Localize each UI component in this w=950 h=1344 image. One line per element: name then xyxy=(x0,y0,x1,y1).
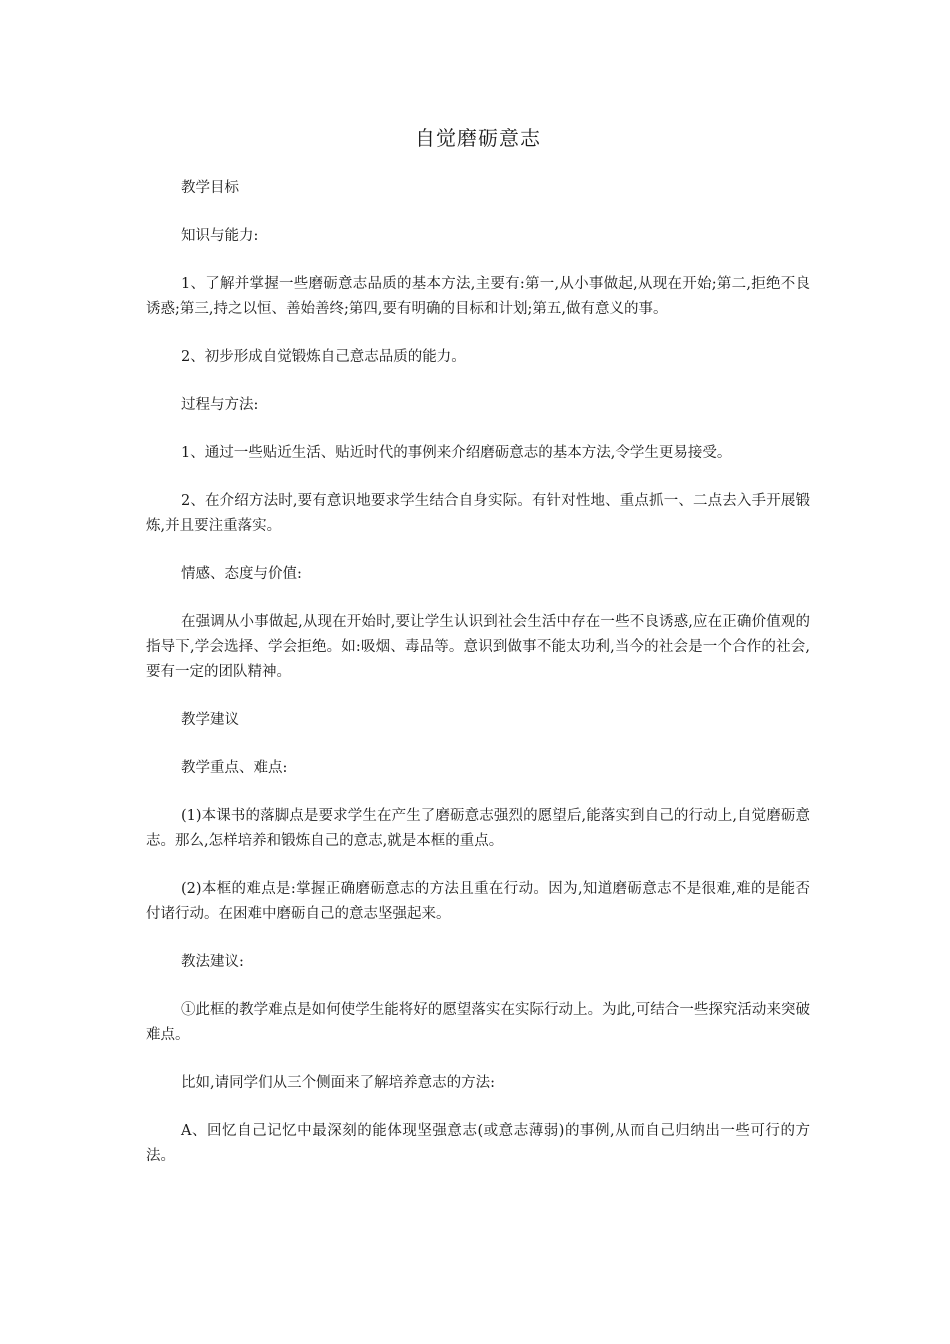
paragraph: 2、初步形成自觉锻炼自己意志品质的能力。 xyxy=(181,349,466,365)
subheading-emotion-values: 情感、态度与价值: xyxy=(181,566,302,582)
paragraph: 1、通过一些贴近生活、贴近时代的事例来介绍磨砺意志的基本方法,令学生更易接受。 xyxy=(181,445,732,461)
subheading-process-method: 过程与方法: xyxy=(181,397,259,413)
paragraph: A、回忆自己记忆中最深刻的能体现坚强意志(或意志薄弱)的事例,从而自己归纳出一些可行的方法。 xyxy=(146,1123,810,1164)
paragraph: ①此框的教学难点是如何使学生能将好的愿望落实在实际行动上。为此,可结合一些探究活动来突破难点。 xyxy=(146,1002,810,1043)
paragraph: 在强调从小事做起,从现在开始时,要让学生认识到社会生活中存在一些不良诱惑,应在正确价值观的指导下,学会选择、学会拒绝。如:吸烟、毒品等。意识到做事不能太功利,当今的社会是一个合作的社会,要有一定的团队精神。 xyxy=(146,614,810,680)
subheading-knowledge-ability: 知识与能力: xyxy=(181,228,259,244)
paragraph: (2)本框的难点是:掌握正确磨砺意志的方法且重在行动。因为,知道磨砺意志不是很难,难的是能否付诸行动。在困难中磨砺自己的意志坚强起来。 xyxy=(146,881,810,922)
subheading-teaching-method: 教法建议: xyxy=(181,954,244,970)
section-heading-objectives: 教学目标 xyxy=(181,180,239,196)
paragraph: 2、在介绍方法时,要有意识地要求学生结合自身实际。有针对性地、重点抓一、二点去入手开展锻炼,并且要注重落实。 xyxy=(146,493,810,534)
section-heading-suggestions: 教学建议 xyxy=(181,712,239,728)
document-title: 自觉磨砺意志 xyxy=(415,126,541,150)
paragraph: (1)本课书的落脚点是要求学生在产生了磨砺意志强烈的愿望后,能落实到自己的行动上,自觉磨砺意志。那么,怎样培养和锻炼自己的意志,就是本框的重点。 xyxy=(146,808,810,849)
document-body xyxy=(146,176,810,1192)
paragraph: 比如,请同学们从三个侧面来了解培养意志的方法: xyxy=(181,1075,495,1091)
paragraph: 1、了解并掌握一些磨砺意志品质的基本方法,主要有:第一,从小事做起,从现在开始;第二,拒绝不良诱惑;第三,持之以恒、善始善终;第四,要有明确的目标和计划;第五,做有意义的事。 xyxy=(146,276,810,317)
subheading-key-difficult-points: 教学重点、难点: xyxy=(181,760,288,776)
